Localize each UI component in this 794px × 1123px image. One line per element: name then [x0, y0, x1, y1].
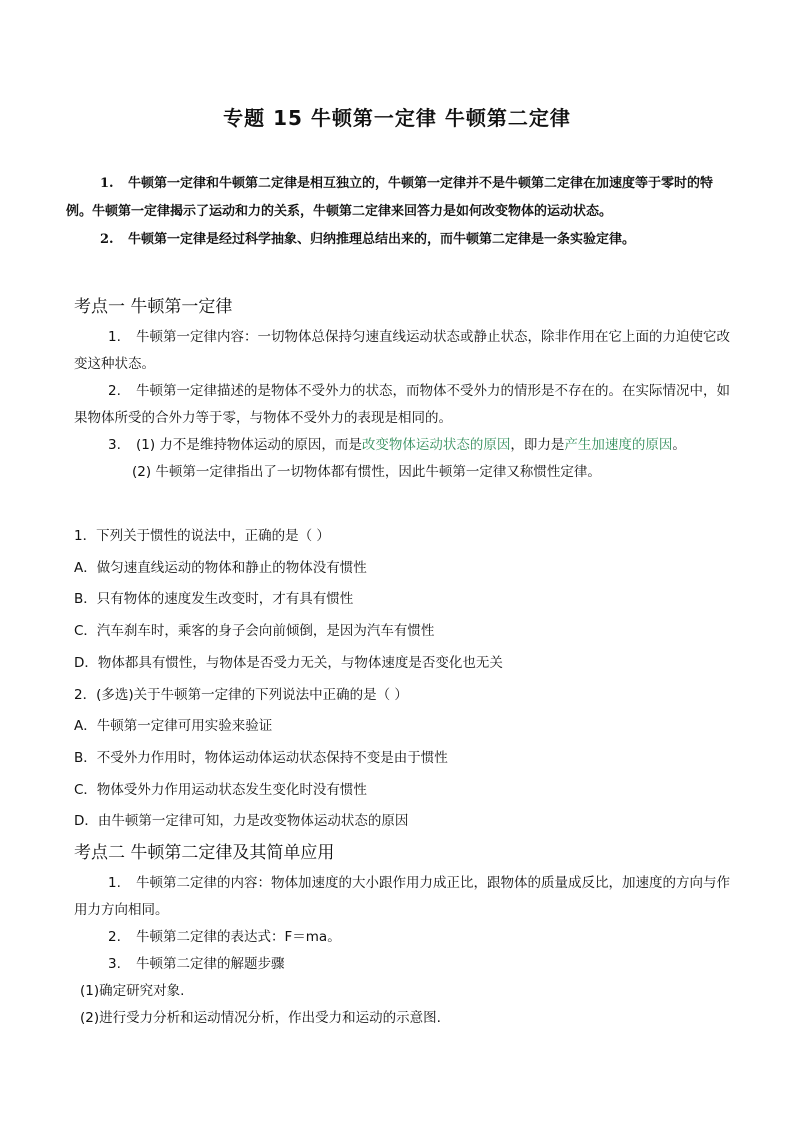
- section-1-item-1: 1. 牛顿第一定律内容：一切物体总保持匀速直线运动状态或静止状态，除非作用在它上面的力迫使它改变这种状态。: [74, 329, 730, 372]
- highlight-acceleration-cause: 产生加速度的原因: [564, 437, 673, 453]
- section-1-item-3-sub-2: (2) 牛顿第一定律指出了一切物体都有惯性，因此牛顿第一定律又称惯性定律。: [132, 464, 601, 480]
- intro-note-1: 1. 牛顿第一定律和牛顿第二定律是相互独立的，牛顿第一定律并不是牛顿第二定律在加速度等于零时的特例。牛顿第一定律揭示了运动和力的关系，牛顿第二定律来回答力是如何改变物体的运动状态。: [66, 176, 714, 219]
- page-title: 专题 15 牛顿第一定律 牛顿第二定律: [223, 106, 571, 130]
- section-1-item-2: 2. 牛顿第一定律描述的是物体不受外力的状态，而物体不受外力的情形是不存在的。在实际情况中，如果物体所受的合外力等于零，与物体不受外力的表现是相同的。: [74, 383, 730, 426]
- intro-notes: [66, 170, 728, 254]
- section-1-heading: 考点一 牛顿第一定律: [74, 297, 233, 317]
- section-2-step-2: (2)进行受力分析和运动情况分析，作出受力和运动的示意图.: [80, 1010, 441, 1026]
- section-2-item-2: 2. 牛顿第二定律的表达式：F＝ma。: [108, 929, 341, 945]
- question-1-option-d: D．物体都具有惯性，与物体是否受力无关，与物体速度是否变化也无关: [74, 654, 503, 671]
- question-1-option-c: C．汽车刹车时，乘客的身子会向前倾倒，是因为汽车有惯性: [74, 623, 435, 640]
- question-1-option-b: B．只有物体的速度发生改变时，才有具有惯性: [74, 591, 354, 608]
- highlight-change-motion: 改变物体运动状态的原因: [361, 437, 511, 453]
- section-2-heading: 考点二 牛顿第二定律及其简单应用: [74, 843, 335, 863]
- section-2-item-1: 1. 牛顿第二定律的内容：物体加速度的大小跟作用力成正比，跟物体的质量成反比，加速度的方向与作用力方向相同。: [74, 875, 730, 918]
- question-2-option-d: D．由牛顿第一定律可知，力是改变物体运动状态的原因: [74, 813, 409, 830]
- question-2: 2．(多选)关于牛顿第一定律的下列说法中正确的是（ ）: [74, 686, 408, 703]
- question-1: 1．下列关于惯性的说法中，正确的是（ ）: [74, 528, 330, 544]
- section-2-step-1: (1)确定研究对象.: [80, 983, 185, 999]
- section-1-item-3: 3. (1) 力不是维持物体运动的原因，而是改变物体运动状态的原因，即力是产生加速度的原因。: [108, 437, 686, 453]
- question-1-option-a: A．做匀速直线运动的物体和静止的物体没有惯性: [74, 559, 367, 576]
- section-2-body: [74, 870, 734, 1032]
- intro-note-2: 2. 牛顿第一定律是经过科学抽象、归纳推理总结出来的，而牛顿第二定律是一条实验定律。: [100, 232, 636, 247]
- question-2-option-c: C．物体受外力作用运动状态发生变化时没有惯性: [74, 781, 367, 798]
- question-2-option-a: A．牛顿第一定律可用实验来验证: [74, 718, 273, 735]
- question-2-option-b: B．不受外力作用时，物体运动体运动状态保持不变是由于惯性: [74, 749, 448, 766]
- section-2-item-3: 3. 牛顿第二定律的解题步骤: [108, 956, 285, 972]
- quiz-block: [74, 521, 734, 838]
- section-1-body: [74, 324, 734, 486]
